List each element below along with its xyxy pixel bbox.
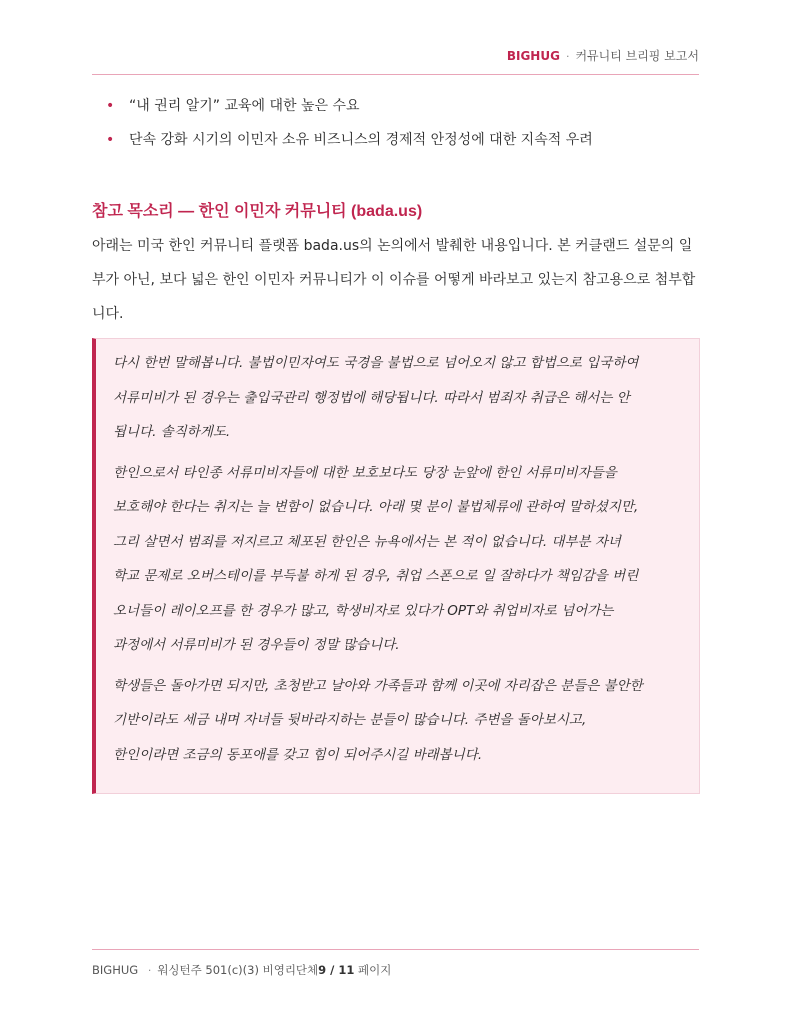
quote-line: 학생들은 돌아가면 되지만, 초청받고 날아와 가족들과 함께 이곳에 자리잡은 분들은 불안한 [113, 677, 643, 694]
quote-line: 보호해야 한다는 취지는 늘 변함이 없습니다. 아래 몇 분이 불법체류에 관하여 말하셨지만, [113, 499, 639, 515]
header-separator: · [565, 50, 570, 63]
quote-line: 됩니다. 솔직하게도. [113, 424, 231, 440]
page-suffix: 페이지 [358, 963, 392, 977]
quote-line: 서류미비가 된 경우는 출입국관리 행정법에 해당됩니다. 따라서 범죄자 취급은 해서는 안 [113, 389, 630, 406]
section-heading: 참고 목소리 — 한인 이민자 커뮤니티 (bada.us) [92, 203, 423, 220]
quote-line: 다시 한번 말해봅니다. 불법이민자여도 국경을 불법으로 넘어오지 않고 합법으로 입국하여 [113, 355, 639, 371]
footer-separator: · [147, 964, 152, 977]
header-report-title: 커뮤니티 브리핑 보고서 [575, 49, 699, 63]
quote-line: 과정에서 서류미비가 된 경우들이 정말 많습니다. [113, 637, 400, 653]
page-footer [92, 949, 699, 980]
quote-paragraph [113, 456, 683, 663]
footer-org: 워싱턴주 501(c)(3) 비영리단체 [157, 963, 319, 977]
page-header [92, 46, 699, 75]
list-item [104, 94, 704, 118]
quote-line: 한인이라면 조금의 동포애를 갖고 힘이 되어주시길 바래봅니다. [113, 746, 483, 763]
quote-line: 오너들이 레이오프를 한 경우가 많고, 학생비자로 있다가 OPT와 취업비자로 넘어가는 [113, 602, 614, 619]
quote-line: 기반이라도 세금 내며 자녀들 뒷바라지하는 분들이 많습니다. 주변을 돌아보시고, [113, 712, 587, 728]
list-item-text: “내 권리 알기” 교육에 대한 높은 수요 [129, 98, 360, 114]
header-brand: BIGHUG [506, 49, 560, 63]
concern-bullet-list [104, 94, 704, 162]
list-item-text: 단속 강화 시기의 이민자 소유 비즈니스의 경제적 안정성에 대한 지속적 우려 [129, 132, 593, 148]
quote-line: 학교 문제로 오버스테이를 부득불 하게 된 경우, 취업 스폰으로 일 잘하다가 책임감을 버린 [113, 568, 639, 584]
quote-paragraph [113, 346, 683, 450]
community-quote-block [92, 338, 700, 794]
quote-line: 그리 살면서 범죄를 저지르고 체포된 한인은 뉴욕에서는 본 적이 없습니다. 대부분 자녀 [113, 533, 621, 550]
bullet-icon: • [106, 132, 115, 148]
footer-brand: BIGHUG [92, 963, 139, 977]
quote-line: 한인으로서 타인종 서류미비자들에 대한 보호보다도 당장 눈앞에 한인 서류미비자들을 [113, 464, 617, 481]
list-item [104, 128, 704, 152]
quote-paragraph [113, 669, 683, 773]
page-number: 9 / 11 [318, 963, 355, 977]
section-intro-paragraph: 아래는 미국 한인 커뮤니티 플랫폼 bada.us의 논의에서 발췌한 내용입니다. 본 커클랜드 설문의 일부가 아닌, 보다 넓은 한인 이민자 커뮤니티가 이 이슈를 어떻게 바라보고 있는지 참고용으로 첨부합니다. [92, 238, 696, 322]
bullet-icon: • [106, 98, 115, 114]
